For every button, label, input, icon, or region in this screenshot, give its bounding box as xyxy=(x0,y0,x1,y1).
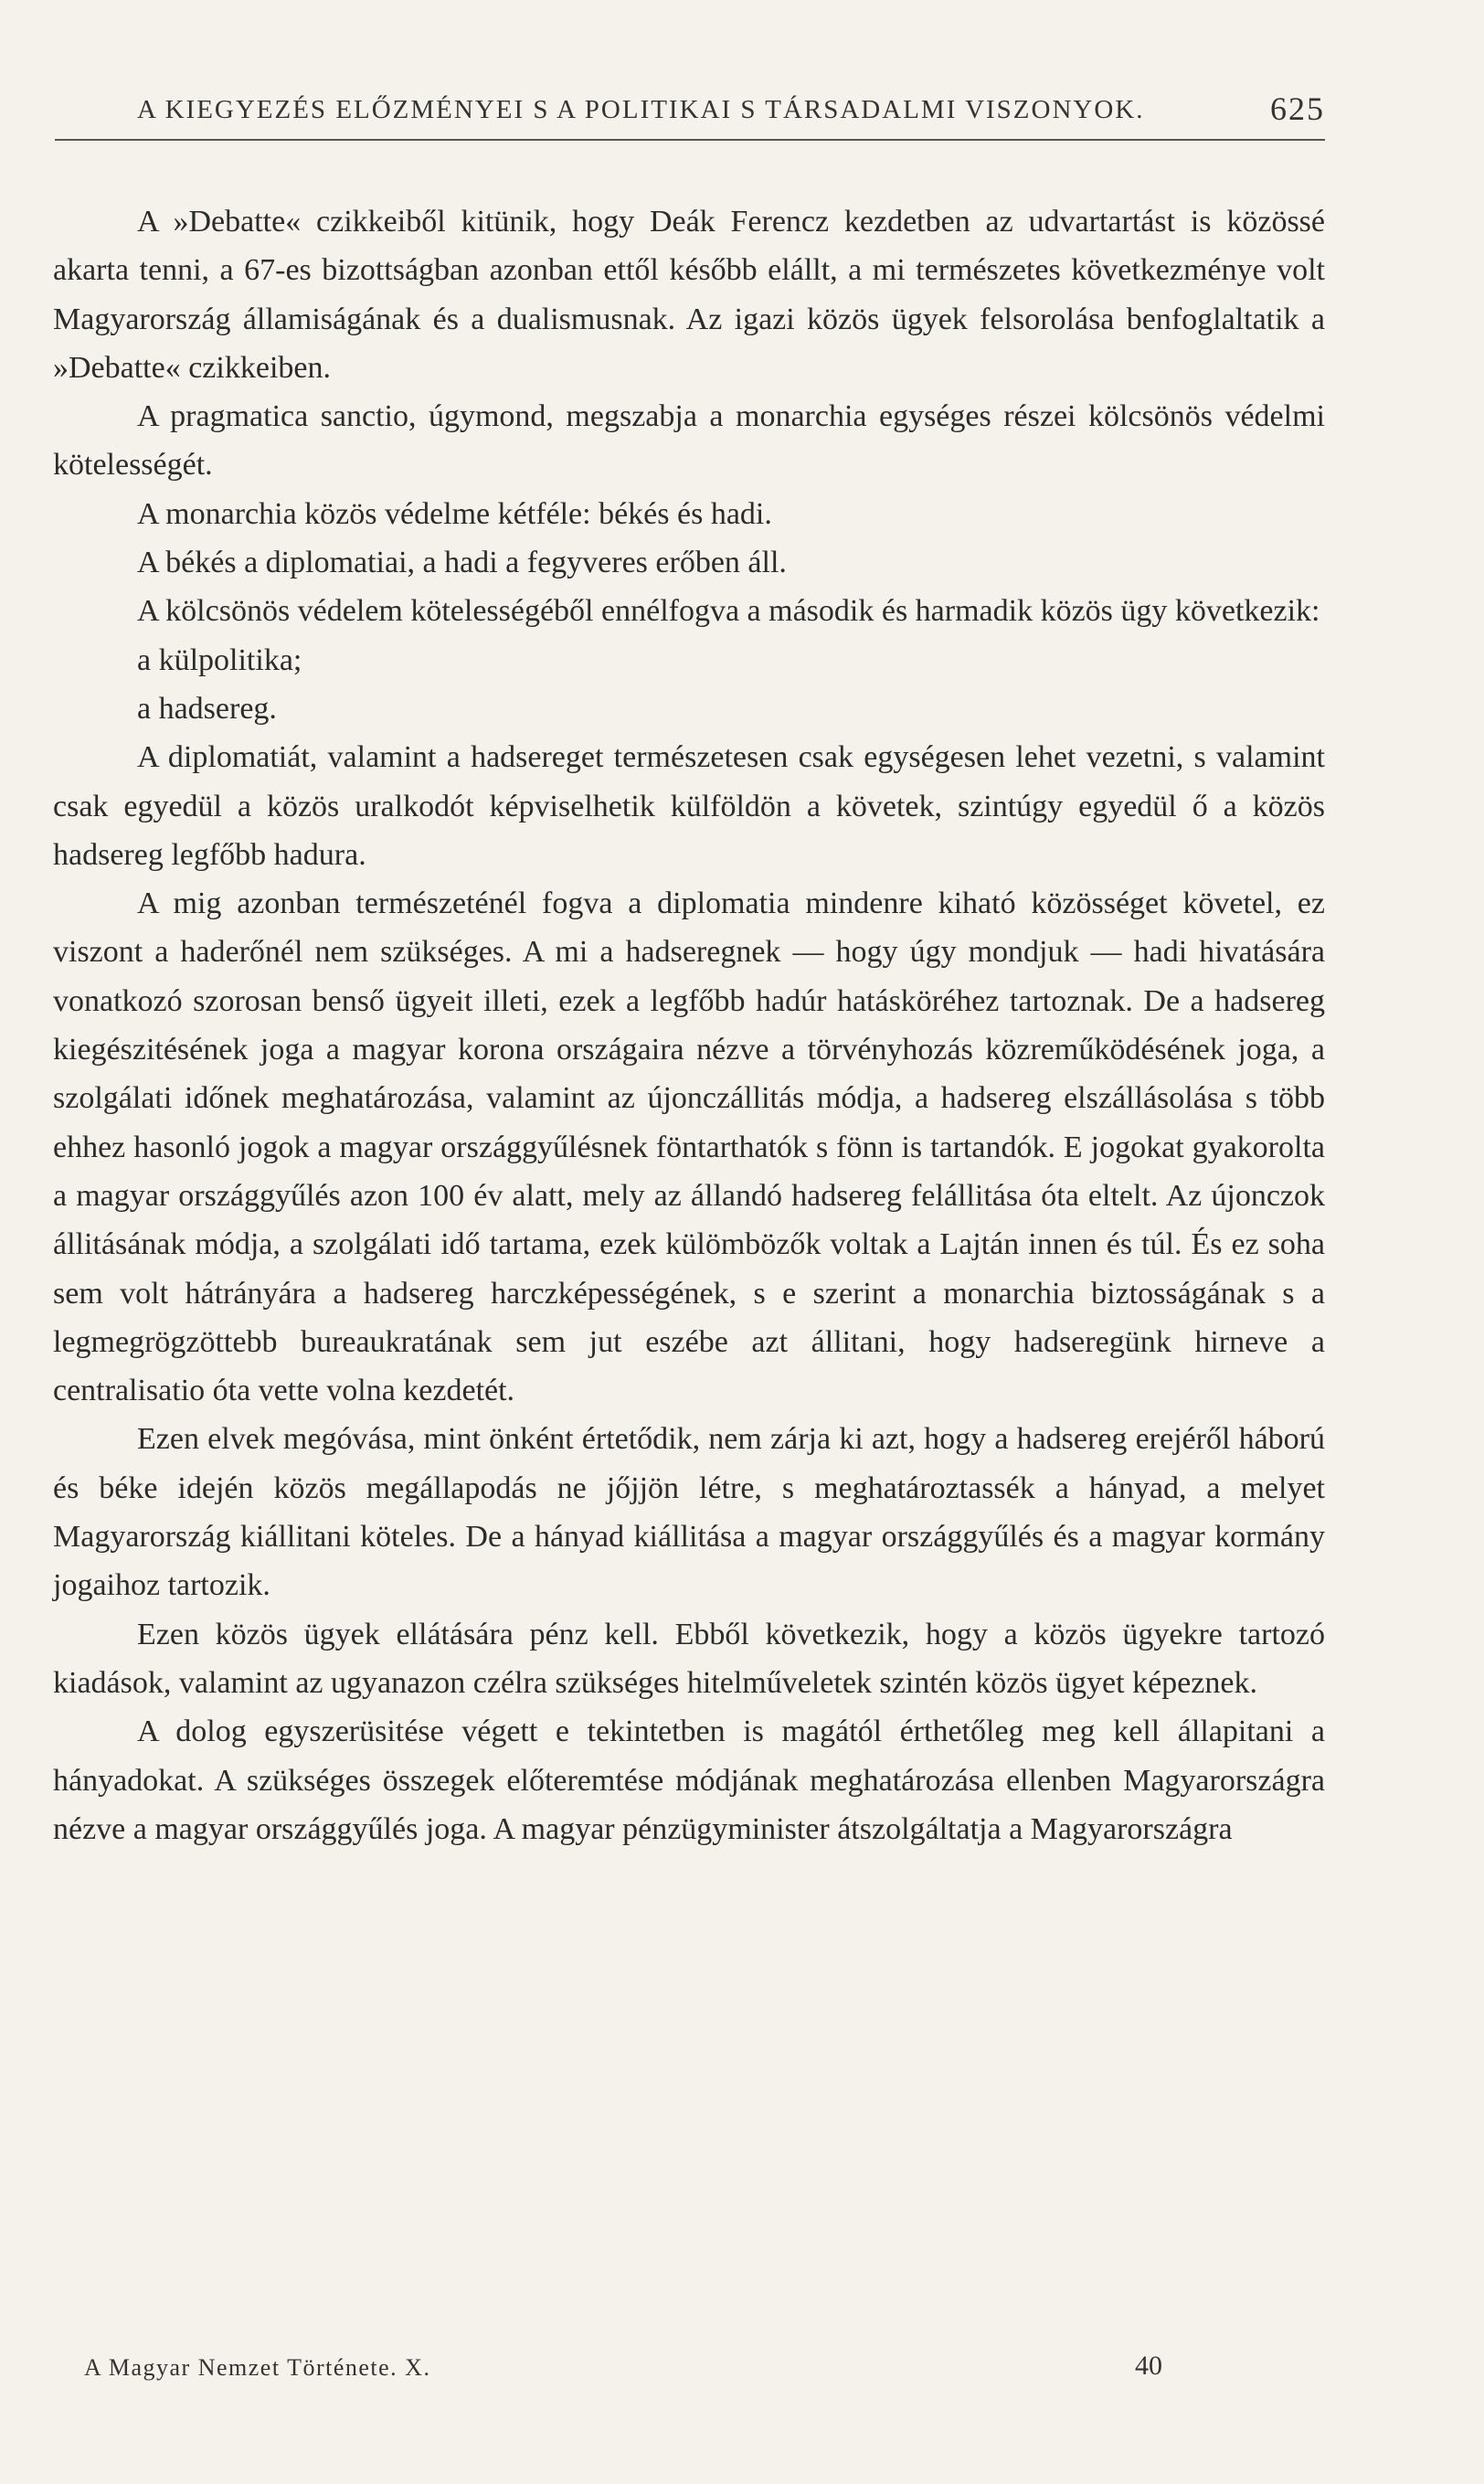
running-title: A KIEGYEZÉS ELŐZMÉNYEI S A POLITIKAI S TÁRSADALMI VISZONYOK. xyxy=(137,95,1145,124)
paragraph: Ezen elvek megóvása, mint önként értetődik, nem zárja ki azt, hogy a hadsereg erejéről háború és béke idején közös megállapodás ne jőjjön létre, s meghatároztassék a hányad, a melyet Magyarország kiállitani köteles. De a hányad kiállitása a magyar országgyűlés és a magyar kormány jogaihoz tartozik. xyxy=(53,1422,1325,1603)
page-header xyxy=(137,90,1325,135)
paragraph: A dolog egyszerüsitése végett e tekintetben is magától érthetőleg meg kell állapitani a hányadokat. A szükséges összegek előteremtése módjának meghatározása ellenben Magyarországra nézve a magyar országgyűlés joga. A magyar pénzügyminister átszolgáltatja a Magyarországra xyxy=(53,1714,1325,1846)
footer-book-title: A Magyar Nemzet Története. X. xyxy=(84,2354,431,2381)
list-item: a külpolitika; xyxy=(137,642,302,677)
page-number: 625 xyxy=(1270,90,1325,127)
paragraph: A pragmatica sanctio, úgymond, megszabja a monarchia egységes részei kölcsönös védelmi kötelességét. xyxy=(53,399,1325,483)
paragraph: A diplomatiát, valamint a hadsereget természetesen csak egységesen lehet vezetni, s valamint csak egyedül a közös uralkodót képviselhetik külföldön a követek, szintúgy egyedül ő a közös hadsereg legfőbb hadura. xyxy=(53,740,1325,872)
paragraph: A kölcsönös védelem kötelességéből ennélfogva a második és harmadik közös ügy következik: xyxy=(137,594,1320,629)
header-rule xyxy=(55,139,1325,141)
paragraph: A monarchia közös védelme kétféle: békés és hadi. xyxy=(137,496,772,531)
page-footer xyxy=(84,2351,1162,2396)
paragraph: Ezen közös ügyek ellátására pénz kell. Ebből következik, hogy a közös ügyekre tartozó kiadások, valamint az ugyanazon czélra szükséges hitelműveletek szintén közös ügyet képeznek. xyxy=(53,1617,1325,1700)
paragraph: A »Debatte« czikkeiből kitünik, hogy Deák Ferencz kezdetben az udvartartást is közössé akarta tenni, a 67-es bizottságban azonban ettől később elállt, a mi természetes következménye volt Magyarország államiságának és a dualismusnak. Az igazi közös ügyek felsorolása benfoglaltatik a »Debatte« czikkeiben. xyxy=(53,205,1325,385)
list-item: a hadsereg. xyxy=(137,691,277,726)
signature-mark: 40 xyxy=(1135,2351,1162,2381)
paragraph: A mig azonban természeténél fogva a diplomatia mindenre kiható közösséget követel, ez viszont a haderőnél nem szükséges. A mi a hadseregnek — hogy úgy mondjuk — hadi hivatására vonatkozó szorosan benső ügyeit illeti, ezek a legfőbb hadúr hatásköréhez tartoznak. De a hadsereg kiegészitésének joga a magyar korona országaira nézve a törvényhozás közreműködésének joga, a szolgálati időnek meghatározása, valamint az újonczállitás módja, a hadsereg elszállásolása s több ehhez hasonló jogok a magyar országgyűlésnek föntarthatók s fönn is tartandók. E jogokat gyakorolta a magyar országgyűlés azon 100 év alatt, mely az állandó hadsereg felállitása óta eltelt. Az újonczok állitásának módja, a szolgálati idő tartama, ezek külömbözők voltak a Lajtán innen és túl. És ez soha sem volt hátrányára a hadsereg harczképességének, s e szerint a monarchia biztosságának s a legmegrögzöttebb bureaukratának sem jut eszébe azt állitani, hogy hadseregünk hirneve a centralisatio óta vette volna kezdetét. xyxy=(53,886,1325,1408)
body-text xyxy=(53,197,1325,1853)
paragraph: A békés a diplomatiai, a hadi a fegyveres erőben áll. xyxy=(137,546,787,580)
